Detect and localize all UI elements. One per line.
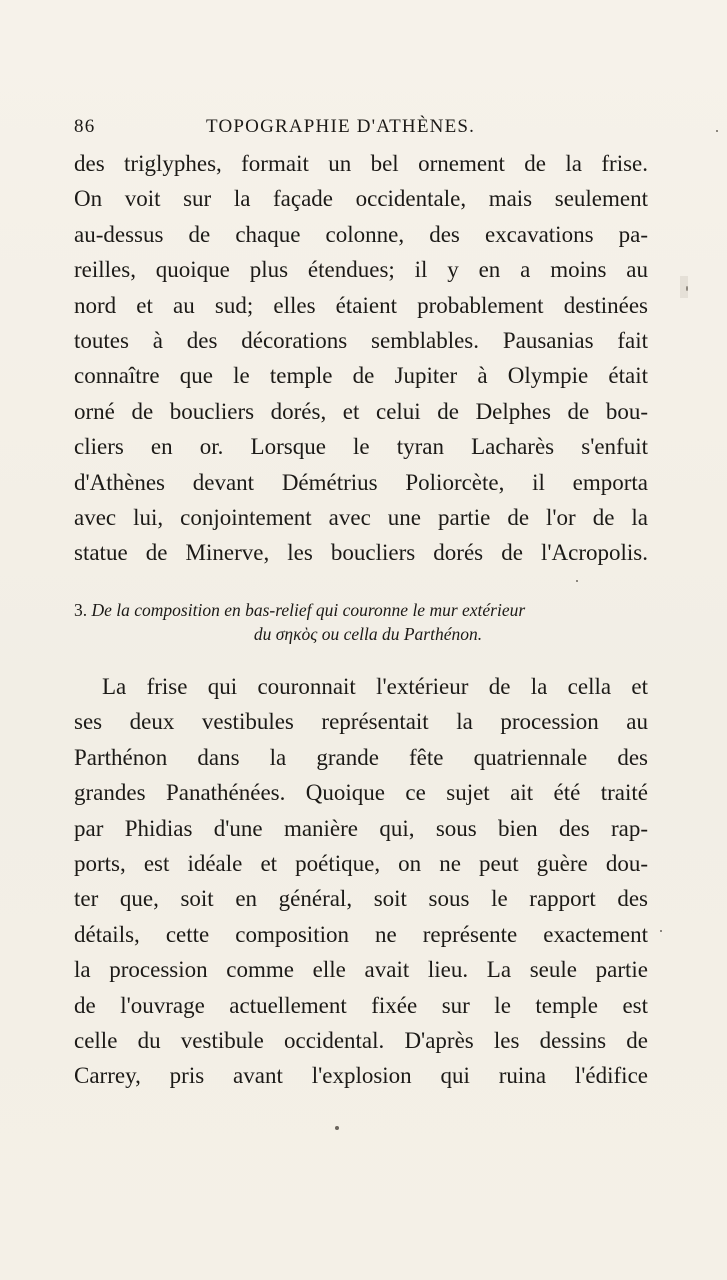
section-title-part-1: De la composition en bas-relief qui couronne le mur extérieur: [91, 600, 526, 620]
text-line: statue de Minerve, les boucliers dorés de l'Acropolis.: [74, 540, 648, 566]
text-line: d'Athènes devant Démétrius Poliorcète, il emporta: [74, 469, 648, 495]
text-line: ports, est idéale et poétique, on ne peut guère dou-: [74, 850, 648, 876]
running-title: TOPOGRAPHIE D'ATHÈNES.: [206, 116, 476, 137]
text-line: connaître que le temple de Jupiter à Olympie était: [74, 363, 648, 389]
text-line: reilles, quoique plus étendues; il y en a moins au: [74, 257, 648, 283]
text-line: la procession comme elle avait lieu. La seule partie: [74, 957, 648, 983]
text-line: Parthénon dans la grande fête quatriennale des: [74, 744, 648, 770]
text-line: La frise qui couronnait l'extérieur de la cella et: [102, 674, 648, 699]
text-line: par Phidias d'une manière qui, sous bien des rap-: [74, 815, 648, 841]
text-line: au-dessus de chaque colonne, des excavations pa-: [74, 221, 648, 247]
text-line: On voit sur la façade occidentale, mais seulement: [74, 186, 648, 212]
paragraph-2: [74, 669, 648, 1094]
text-line: détails, cette composition ne représente exactement: [74, 921, 648, 947]
paper-speck: [716, 130, 718, 132]
text-line: grandes Panathénées. Quoique ce sujet ait été traité: [74, 780, 648, 806]
section-number: 3.: [74, 600, 88, 620]
paper-smudge: [680, 276, 688, 298]
text-line: orné de boucliers dorés, et celui de Delphes de bou-: [74, 398, 648, 424]
text-line: des triglyphes, formait un bel ornement de la frise.: [74, 151, 648, 176]
section-heading: [74, 598, 648, 646]
text-line: avec lui, conjointement avec une partie de l'or de la: [74, 504, 648, 530]
section-title-part-2: du σηκὸς ou cella du Parthénon.: [253, 624, 483, 644]
paragraph-1: [74, 146, 648, 571]
text-line: Carrey, pris avant l'explosion qui ruina l'édifice: [74, 1063, 648, 1089]
text-line: nord et au sud; elles étaient probablement destinées: [74, 292, 648, 318]
section-heading-line-1: [74, 598, 648, 622]
text-line: celle du vestibule occidental. D'après les dessins de: [74, 1027, 648, 1053]
text-line: ter que, soit en général, soit sous le rapport des: [74, 886, 648, 912]
paper-speck: [660, 930, 662, 932]
text-line: toutes à des décorations semblables. Pausanias fait: [74, 327, 648, 353]
running-head: [74, 116, 646, 138]
text-line: de l'ouvrage actuellement fixée sur le temple est: [74, 992, 648, 1018]
page-number: 86: [74, 116, 96, 137]
paper-speck: [576, 580, 578, 582]
paper-speck: [335, 1126, 339, 1130]
text-line: ses deux vestibules représentait la procession au: [74, 709, 648, 735]
text-line: cliers en or. Lorsque le tyran Lacharès s'enfuit: [74, 434, 648, 460]
